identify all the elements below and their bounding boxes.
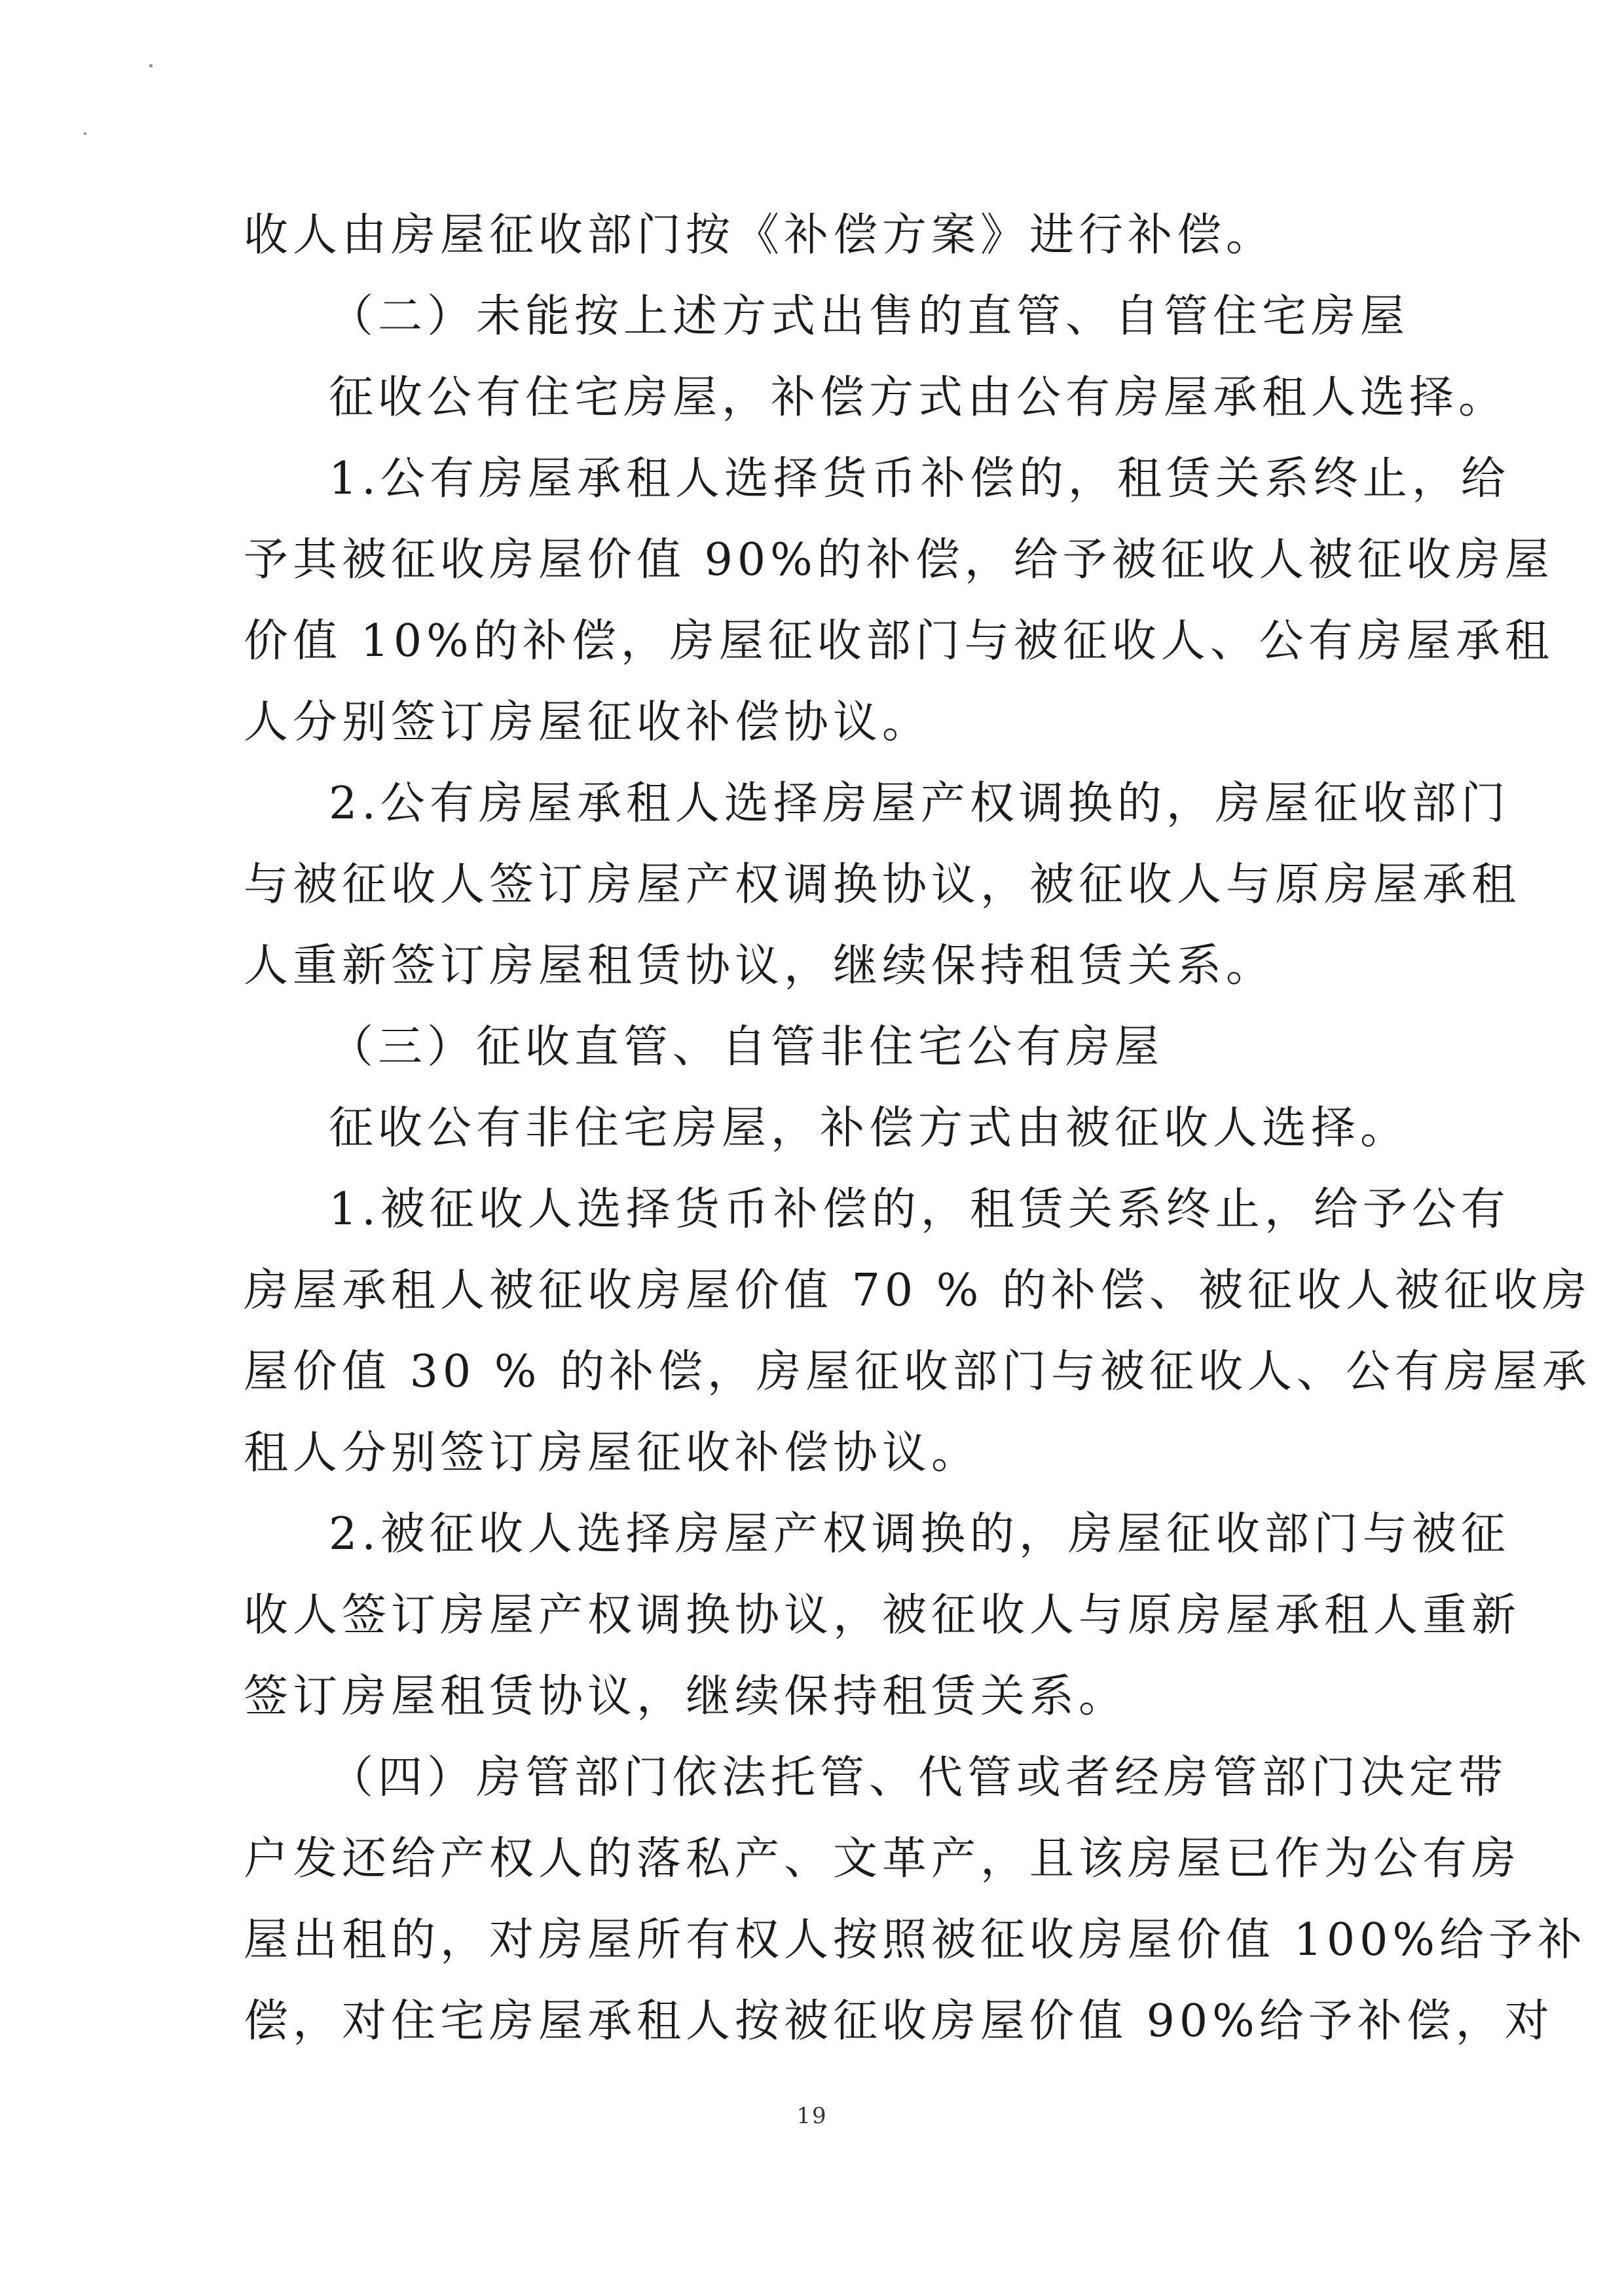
text-line: （二）未能按上述方式出售的直管、自管住宅房屋	[329, 291, 1410, 342]
text-line: （三）征收直管、自管非住宅公有房屋	[329, 1021, 1164, 1073]
scan-speck	[149, 64, 153, 67]
text-line: 户发还给产权人的落私产、文革产，且该房屋已作为公有房	[244, 1833, 1521, 1885]
text-line: 租人分别签订房屋征收补偿协议。	[244, 1427, 981, 1479]
text-line: 收人签订房屋产权调换协议，被征收人与原房屋承租人重新	[244, 1590, 1521, 1641]
page-number: 19	[796, 2103, 828, 2129]
text-line: 偿，对住宅房屋承租人按被征收房屋价值 90%给予补偿，对	[244, 1995, 1554, 2047]
text-line: 人重新签订房屋租赁协议，继续保持租赁关系。	[244, 940, 1276, 992]
text-line: 征收公有住宅房屋，补偿方式由公有房屋承租人选择。	[329, 372, 1508, 424]
text-line: 2.被征收人选择房屋产权调换的，房屋征收部门与被征	[329, 1508, 1510, 1560]
text-line: 予其被征收房屋价值 90%的补偿，给予被征收人被征收房屋	[244, 534, 1554, 586]
text-line: 与被征收人签订房屋产权调换协议，被征收人与原房屋承租	[244, 859, 1521, 911]
body-text	[244, 195, 1591, 2062]
text-line: 人分别签订房屋征收补偿协议。	[244, 697, 932, 748]
text-line: 屋价值 30 % 的补偿，房屋征收部门与被征收人、公有房屋承	[244, 1346, 1591, 1398]
text-line: 2.公有房屋承租人选择房屋产权调换的，房屋征收部门	[329, 778, 1510, 829]
text-line: 屋出租的，对房屋所有权人按照被征收房屋价值 100%给予补	[244, 1914, 1587, 1966]
text-line: 签订房屋租赁协议，继续保持租赁关系。	[244, 1671, 1128, 1722]
text-line: （四）房管部门依法托管、代管或者经房管部门决定带	[329, 1752, 1508, 1804]
scan-speck	[84, 132, 86, 135]
text-line: 收人由房屋征收部门按《补偿方案》进行补偿。	[244, 210, 1276, 261]
text-line: 价值 10%的补偿，房屋征收部门与被征收人、公有房屋承租	[244, 615, 1554, 667]
text-line: 1.公有房屋承租人选择货币补偿的，租赁关系终止，给	[329, 453, 1510, 505]
text-line: 房屋承租人被征收房屋价值 70 % 的补偿、被征收人被征收房	[244, 1265, 1591, 1317]
text-line: 1.被征收人选择货币补偿的，租赁关系终止，给予公有	[329, 1184, 1510, 1235]
text-line: 征收公有非住宅房屋，补偿方式由被征收人选择。	[329, 1102, 1410, 1154]
